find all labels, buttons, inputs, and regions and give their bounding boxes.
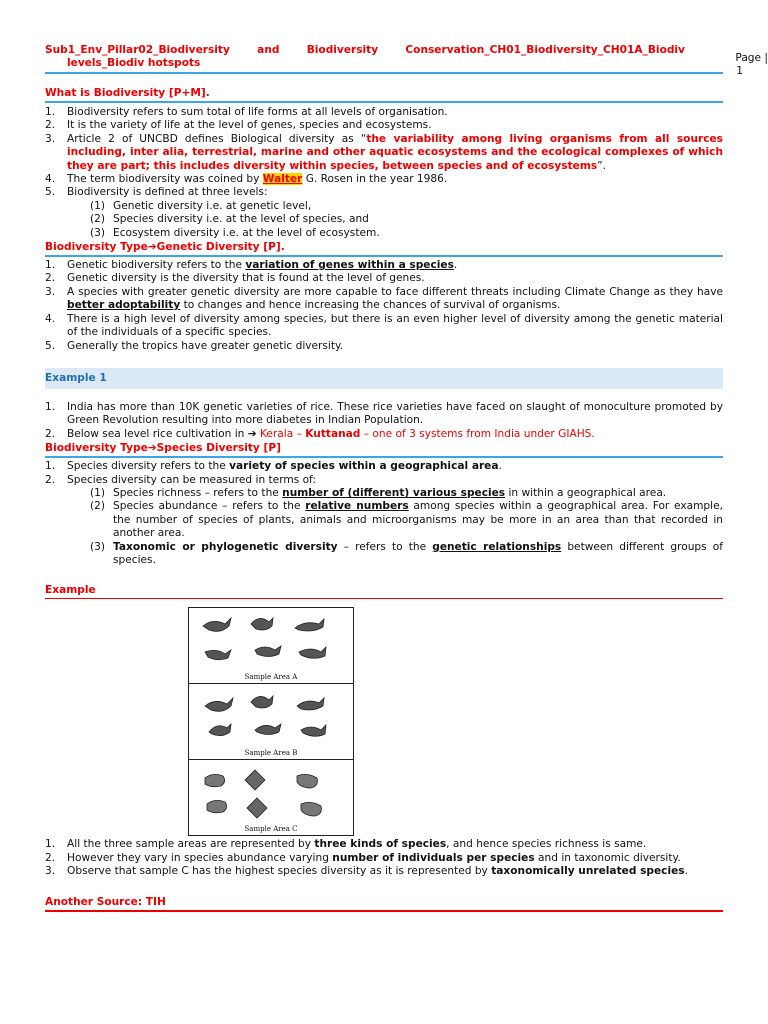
highlighted-name: Walter	[262, 173, 303, 186]
heading-what-is: What is Biodiversity [P+M].	[45, 87, 210, 99]
sublist-item: (3) Ecosystem diversity i.e. at the level of ecosystem.	[90, 226, 380, 239]
list-item: 2. However they vary in species abundance varying number of individuals per species and in taxonomic diversity.	[45, 851, 681, 864]
list-item: 4. There is a high level of diversity among species, but there is an even higher level of diversity among the genetic material of the individuals of a specific species.	[45, 312, 723, 339]
list-item: 2. Below sea level rice cultivation in ➔ Kerala – Kuttanad – one of 3 systems from India under GIAHS.	[45, 427, 595, 440]
arrow-icon: ➔	[147, 241, 157, 254]
example-1-list	[45, 401, 723, 441]
header-word-2: and	[257, 44, 280, 56]
list-item: 1. Biodiversity refers to sum total of life forms at all levels of organisation.	[45, 106, 448, 118]
heading-example: Example	[45, 584, 96, 597]
caption-sample-area-c: Sample Area C	[244, 825, 298, 834]
section-heading-another-source	[45, 895, 723, 912]
sublist-item: (2) Species abundance – refers to the relative numbers among species within a geographical area. For example, the number of species of plants, animals and microorganisms may be more in an area than that recorded in another area.	[90, 500, 723, 540]
list-item: 3. Article 2 of UNCBD defines Biological diversity as “the variability among living organisms from all sources including, inter alia, terrestrial, marine and other aquatic ecosystems and the ecological complexes of which they are part; this includes diversity within species, between species and of ecosystems”.	[45, 132, 723, 172]
header-word-4: Conservation_CH01_Biodiversity_CH01A_Biodiv	[405, 44, 685, 56]
sublist-item: (3) Taxonomic or phylogenetic diversity – refers to the genetic relationships between different groups of species.	[90, 540, 723, 566]
caption-sample-area-b: Sample Area B	[244, 749, 298, 758]
page-label: Page |	[735, 52, 768, 64]
mixed-species-illustration	[197, 764, 345, 826]
arrow-icon: ➔	[247, 427, 257, 440]
header-title-line1	[45, 44, 723, 57]
figure-observations-list	[45, 838, 723, 878]
list-item: 4. The term biodiversity was coined by Walter G. Rosen in the year 1986.	[45, 173, 448, 186]
example-1-banner: Example 1	[45, 368, 723, 389]
page-number	[708, 52, 768, 78]
sample-area-b	[189, 684, 353, 760]
bird-species-illustration	[197, 688, 345, 750]
section-heading-what-is	[45, 86, 723, 103]
section-heading-species	[45, 441, 723, 458]
measures-sublist	[45, 487, 723, 567]
list-item: 3. A species with greater genetic diversity are more capable to face different threats including Climate Change as they have better adoptability to changes and hence increasing the chances of survival of organisms.	[45, 285, 723, 312]
heading-genetic: Biodiversity Type➔Genetic Diversity [P].	[45, 241, 285, 254]
arrow-icon: ➔	[147, 442, 157, 455]
page-number-value: 1	[736, 65, 743, 77]
levels-sublist	[45, 200, 723, 240]
heading-species: Biodiversity Type➔Species Diversity [P]	[45, 442, 281, 455]
list-item: 2. Species diversity can be measured in terms of: (1) Species richness – refers to the number of (different) various species in within a geographical area. (2) Species abundance – refers to the relative numbers among species within a geographical area. For example, the number of species of plants, animals and microorganisms may be more in an area than that recorded in another area. (3) Taxonomic or phylogenetic diversity – refers to the genetic relationships between different groups of species.	[45, 473, 723, 566]
species-list	[45, 460, 723, 567]
list-item: 2. Genetic diversity is the diversity that is found at the level of genes.	[45, 272, 425, 285]
document-header	[45, 44, 768, 77]
header-word-3: Biodiversity	[306, 44, 379, 56]
sample-area-a	[189, 608, 353, 684]
header-title-line2: levels_Biodiv hotspots	[67, 57, 201, 69]
document-page	[45, 44, 768, 912]
heading-another-source: Another Source: TIH	[45, 895, 166, 908]
list-item: 1. Genetic biodiversity refers to the variation of genes within a species.	[45, 259, 458, 272]
genetic-list	[45, 259, 723, 353]
list-item: 3. Observe that sample C has the highest species diversity as it is represented by taxonomically unrelated species.	[45, 865, 688, 878]
sample-area-c	[189, 760, 353, 835]
list-item: 5. Generally the tropics have greater genetic diversity.	[45, 339, 344, 352]
sublist-item: (1) Species richness – refers to the number of (different) various species in within a geographical area.	[90, 486, 667, 499]
list-item: 5. Biodiversity is defined at three levels: (1) Genetic diversity i.e. at genetic level, (2) Species diversity i.e. at the level of species, and (3) Ecosystem diversity i.e. at the level of ecosystem.	[45, 186, 723, 240]
uncbd-definition: the variability among living organisms from all sources including, inter alia, terrestrial, marine and other aquatic ecosystems and the ecological complexes of which they are part; this includes diversity within species, between species and of ecosystems	[67, 132, 723, 172]
section-heading-genetic	[45, 240, 723, 257]
what-is-list	[45, 106, 723, 240]
section-heading-example	[45, 583, 723, 599]
list-item: 1. Species diversity refers to the variety of species within a geographical area.	[45, 460, 502, 473]
caption-sample-area-a: Sample Area A	[244, 673, 298, 682]
bird-species-illustration	[197, 612, 345, 674]
list-item: 1. India has more than 10K genetic varieties of rice. These rice varieties have faced on slaught of monoculture promoted by Green Revolution resulting into more diabetes in Indian Population.	[45, 400, 723, 427]
list-item: 1. All the three sample areas are represented by three kinds of species, and hence species richness is same.	[45, 838, 647, 851]
list-item: 2. It is the variety of life at the level of genes, species and ecosystems.	[45, 119, 432, 132]
sublist-item: (1) Genetic diversity i.e. at genetic level,	[90, 199, 312, 212]
sublist-item: (2) Species diversity i.e. at the level of species, and	[90, 213, 369, 226]
sample-areas-figure	[188, 607, 354, 836]
header-word-1: Sub1_Env_Pillar02_Biodiversity	[45, 44, 230, 56]
